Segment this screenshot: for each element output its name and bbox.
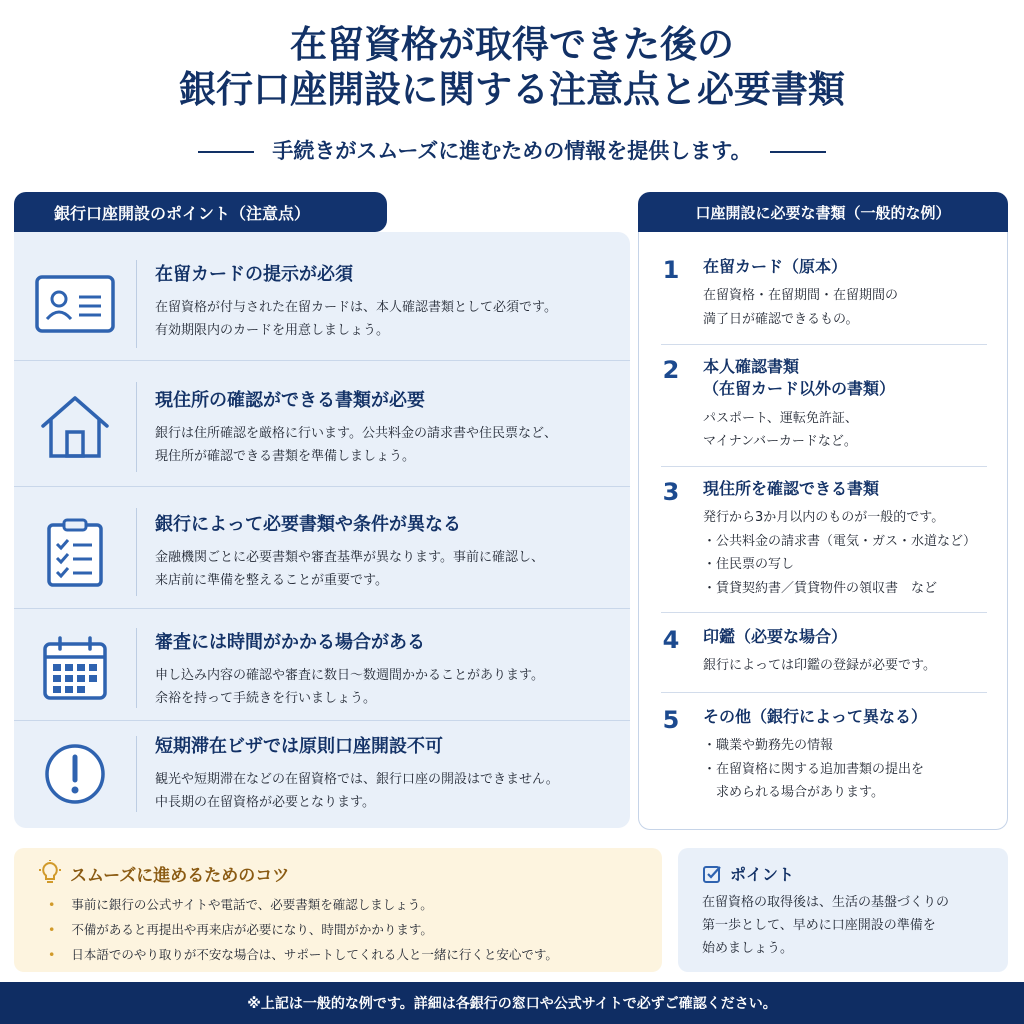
point-item	[14, 372, 630, 482]
calendar-icon	[14, 618, 136, 718]
list-item: • 日本語でのやり取りが不安な場合は、サポートしてくれる人と一緒に行くと安心です。	[48, 947, 558, 962]
footer-note: ※上記は一般的な例です。詳細は各銀行の窓口や公式サイトで必ずご確認ください。	[0, 982, 1024, 1024]
documents-panel	[638, 232, 1008, 830]
subtitle-left-rule	[198, 151, 254, 153]
page-title-line1: 在留資格が取得できた後の	[290, 23, 734, 66]
document-title: 在留カード（原本）	[703, 257, 848, 276]
separator	[14, 608, 630, 609]
point-title: 銀行によって必要書類や条件が異なる	[155, 514, 461, 535]
document-title: 本人確認書類 （在留カード以外の書類）	[703, 357, 896, 399]
separator	[14, 486, 630, 487]
point-title: 審査には時間がかかる場合がある	[155, 632, 425, 653]
point-box-heading	[702, 862, 794, 885]
page-subtitle	[0, 135, 1024, 165]
point-item	[14, 250, 630, 358]
list-item: • 事前に銀行の公式サイトや電話で、必要書類を確認しましょう。	[48, 897, 433, 912]
point-item	[14, 618, 630, 718]
page-title-line2: 銀行口座開設に関する注意点と必要書類	[179, 68, 845, 112]
point-box-text: 在留資格の取得後は、生活の基盤づくりの 第一歩として、早めに口座開設の準備を 始めましょう。	[702, 895, 950, 956]
document-text: パスポート、運転免許証、 マイナンバーカードなど。	[703, 410, 858, 450]
point-title: 現住所の確認ができる書類が必要	[155, 390, 425, 411]
point-text: 申し込み内容の確認や審査に数日〜数週間かかることがあります。 余裕を持って手続きを行いましょう。	[155, 668, 544, 707]
lightbulb-icon	[38, 860, 62, 886]
points-section-heading: 銀行口座開設のポイント（注意点）	[14, 192, 387, 232]
point-text: 銀行は住所確認を厳格に行います。公共料金の請求書や住民票など、 現住所が確認できる書類を準備しましょう。	[155, 426, 557, 465]
clipboard-checklist-icon	[14, 498, 136, 606]
separator	[661, 344, 987, 345]
document-number: 5	[662, 706, 680, 734]
point-text: 金融機関ごとに必要書類や審査基準が異なります。事前に確認し、 来店前に準備を整えることが重要です。	[155, 550, 544, 589]
point-text: 観光や短期滞在などの在留資格では、銀行口座の開設はできません。 中長期の在留資格が必要となります。	[155, 772, 559, 811]
document-title: 印鑑（必要な場合）	[703, 627, 848, 646]
document-number: 1	[662, 256, 680, 284]
document-text: 銀行によっては印鑑の登録が必要です。	[703, 658, 936, 674]
check-square-icon	[702, 864, 722, 884]
point-box	[678, 848, 1008, 972]
document-text: 発行から3か月以内のものが一般的です。 ・公共料金の請求書（電気・ガス・水道など） ・住民票の写し ・賃貸契約書／賃貸物件の領収書 など	[703, 510, 977, 596]
document-number: 4	[662, 626, 680, 654]
page-title	[0, 22, 1024, 112]
document-title: その他（銀行によって異なる）	[703, 707, 928, 726]
point-item	[14, 498, 630, 606]
point-box-heading-text: ポイント	[730, 865, 795, 884]
point-text: 在留資格が付与された在留カードは、本人確認書類として必須です。 有効期限内のカードを用意しましょう。	[155, 300, 557, 339]
tips-heading-text: スムーズに進めるためのコツ	[70, 865, 290, 886]
point-item	[14, 726, 630, 822]
separator	[14, 720, 630, 721]
document-item	[639, 256, 1009, 331]
point-title: 短期滞在ビザでは原則口座開設不可	[155, 736, 443, 757]
tips-heading	[38, 860, 289, 886]
point-title: 在留カードの提示が必須	[155, 264, 353, 285]
subtitle-right-rule	[770, 151, 826, 153]
document-item	[639, 706, 1009, 805]
documents-section-heading: 口座開設に必要な書類（一般的な例）	[638, 192, 1008, 232]
tips-box	[14, 848, 662, 972]
document-item	[639, 356, 1009, 454]
document-item	[639, 478, 1009, 600]
house-icon	[14, 372, 136, 482]
points-panel	[14, 232, 630, 828]
separator	[661, 612, 987, 613]
document-number: 2	[662, 356, 680, 384]
document-text: ・職業や勤務先の情報 ・在留資格に関する追加書類の提出を 求められる場合があります。	[703, 738, 925, 801]
separator	[661, 466, 987, 467]
exclamation-circle-icon	[14, 726, 136, 822]
document-title: 現住所を確認できる書類	[703, 479, 880, 498]
tips-list	[48, 892, 558, 967]
document-number: 3	[662, 478, 680, 506]
separator	[661, 692, 987, 693]
document-item	[639, 626, 1009, 678]
id-card-icon	[14, 250, 136, 358]
separator	[14, 360, 630, 361]
document-text: 在留資格・在留期間・在留期間の 満了日が確認できるもの。	[703, 288, 899, 327]
subtitle-text: 手続きがスムーズに進むための情報を提供します。	[272, 139, 752, 163]
list-item: • 不備があると再提出や再来店が必要になり、時間がかかります。	[48, 922, 433, 937]
